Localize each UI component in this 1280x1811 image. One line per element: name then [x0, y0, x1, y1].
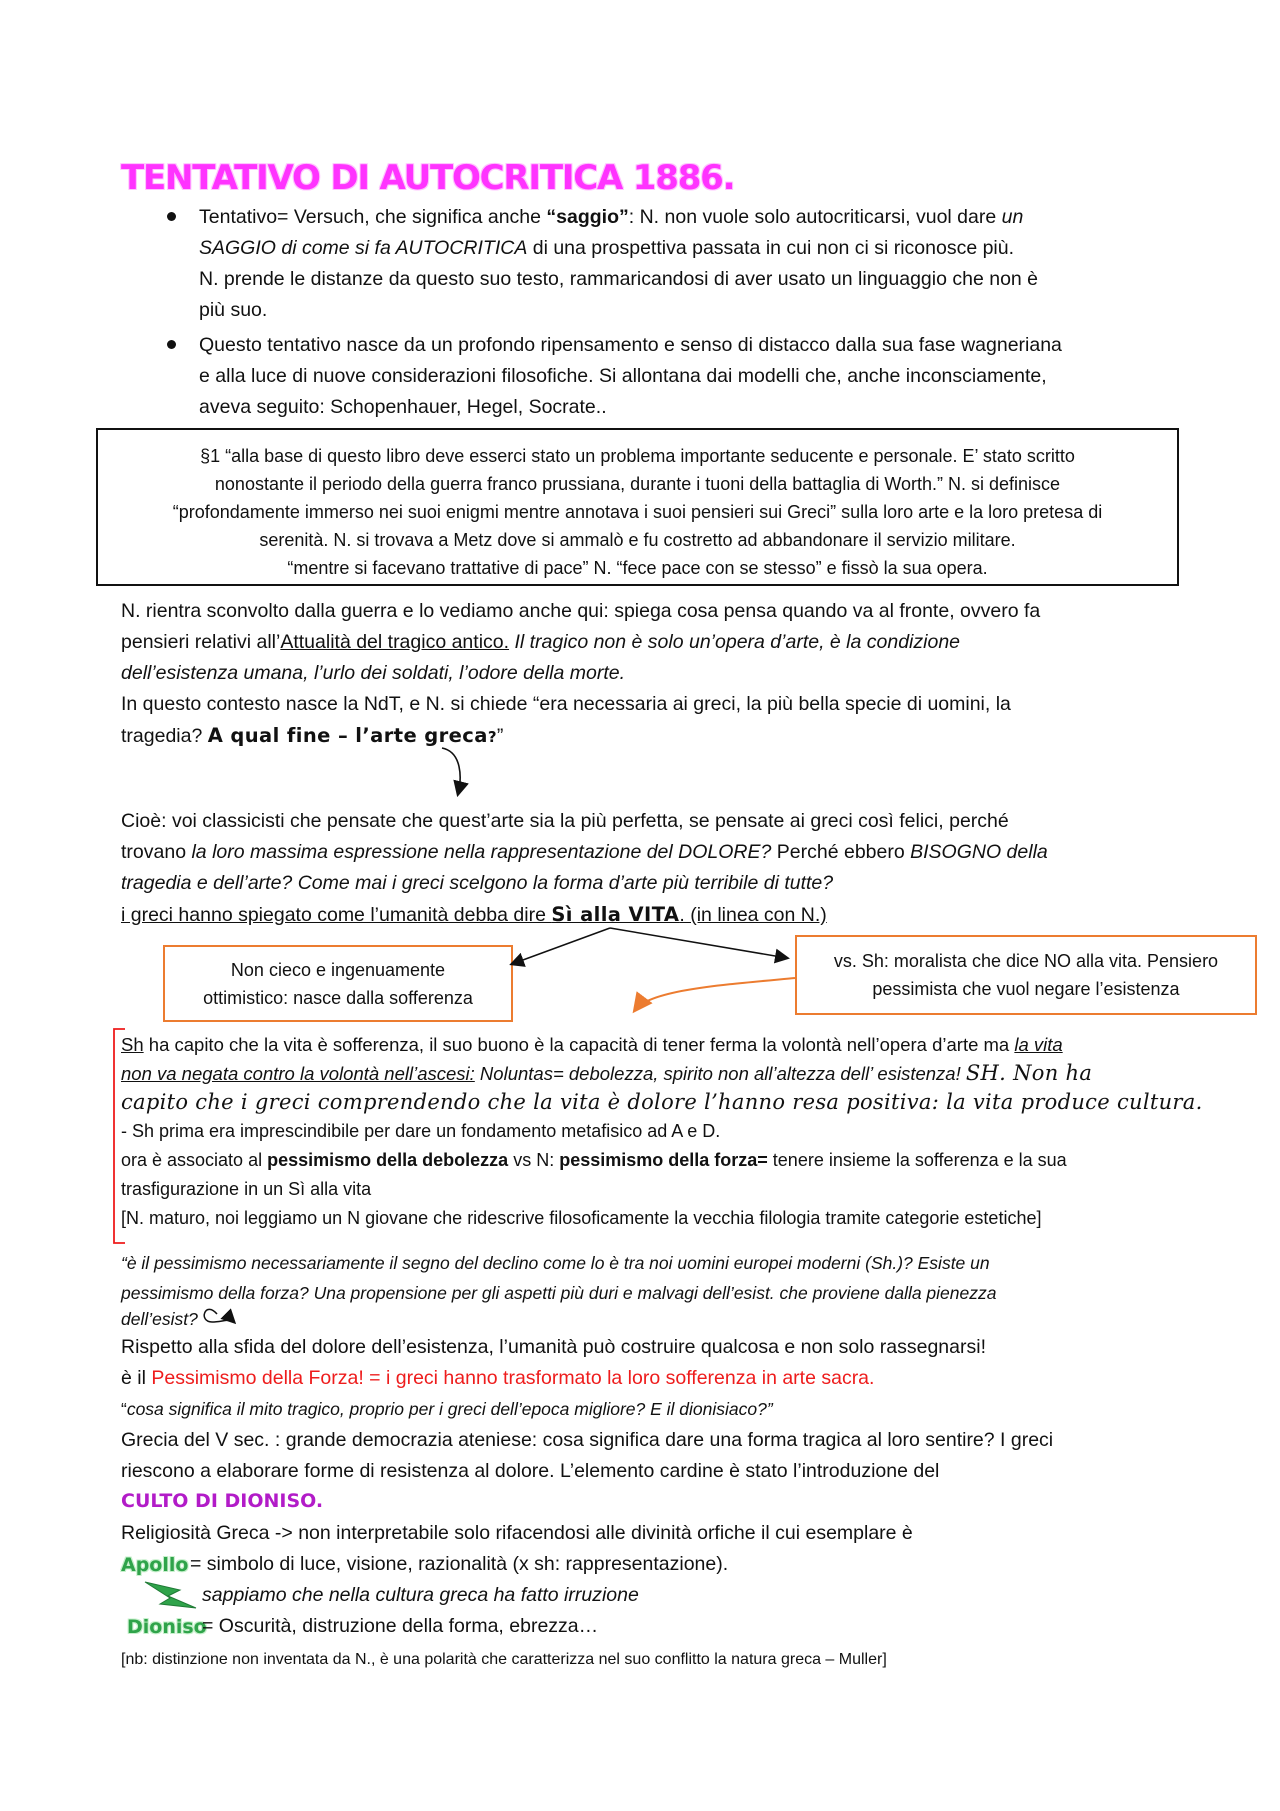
bullet1-line1: Tentativo= Versuch, che significa anche “saggio”: N. non vuole solo autocriticarsi, vuol dare un: [199, 206, 1024, 228]
para3-line5: riescono a elaborare forme di resistenza al dolore. L’elemento cardine è stato l’introduzione del: [121, 1460, 940, 1482]
quote2-line3: dell’esist?: [121, 1309, 198, 1329]
bullet2-line1: Questo tentativo nasce da un profondo ripensamento e senso di distacco dalla sua fase wagneriana: [199, 334, 1062, 356]
sh-line4: - Sh prima era imprescindibile per dare un fondamento metafisico ad A e D.: [121, 1121, 721, 1141]
para2-line3: tragedia e dell’arte? Come mai i greci scelgono la forma d’arte più terribile di tutte?: [121, 872, 834, 894]
note-box-line: vs. Sh: moralista che dice NO alla vita. Pensiero: [833, 951, 1219, 971]
para2-line4: i greci hanno spiegato come l’umanità debba dire Sì alla VITA. (in linea con N.): [121, 903, 827, 926]
arrow-icon: [512, 928, 610, 964]
para1-line4: In questo contesto nasce la NdT, e N. si chiede “era necessaria ai greci, la più bella specie di uomini, la: [121, 693, 1011, 715]
para3-line10: = Oscurità, distruzione della forma, ebrezza…: [202, 1615, 599, 1637]
para3-line3: “cosa significa il mito tragico, proprio per i greci dell’epoca migliore? E il dionisiaco?”: [121, 1399, 773, 1419]
sh-line6: trasfigurazione in un Sì alla vita: [121, 1179, 372, 1199]
para3-line4: Grecia del V sec. : grande democrazia ateniese: cosa significa dare una forma tragica al loro sentire? I greci: [121, 1429, 1054, 1451]
para3-line2: è il Pessimismo della Forza! = i greci hanno trasformato la loro sofferenza in arte sacra.: [121, 1367, 875, 1389]
dioniso-label: Dioniso: [127, 1616, 207, 1638]
curved-arrow-icon: [635, 978, 795, 1010]
bullet1-line3: N. prende le distanze da questo suo testo, rammaricandosi di aver usato un linguaggio che non è: [199, 268, 1039, 290]
note-box-line: Non cieco e ingenuamente: [230, 959, 446, 980]
bullet1-line2: SAGGIO di come si fa AUTOCRITICA di una prospettiva passata in cui non ci si riconosce più.: [199, 237, 1015, 259]
note-box-line: ottimistico: nasce dalla sofferenza: [203, 987, 473, 1008]
sh-line3: capito che i greci comprendendo che la vita è dolore l’hanno resa positiva: la vita produce cultura.: [121, 1090, 1203, 1114]
para1-line2: pensieri relativi all’Attualità del tragico antico. Il tragico non è solo un’opera d’arte, è la condizione: [121, 631, 961, 653]
bullet1-line4: più suo.: [199, 299, 268, 321]
bullet2-line3: aveva seguito: Schopenhauer, Hegel, Socrate..: [199, 396, 607, 418]
arrow-icon: [610, 928, 787, 958]
apollo-label: Apollo: [121, 1554, 189, 1576]
sh-line5: ora è associato al pessimismo della debolezza vs N: pessimismo della forza= tenere insieme la sofferenza e la sua: [121, 1150, 1067, 1170]
para1-line1: N. rientra sconvolto dalla guerra e lo vediamo anche qui: spiega cosa pensa quando va al fronte, ovvero fa: [121, 600, 1041, 622]
quote2-line1: “è il pessimismo necessariamente il segno del declino come lo è tra noi uomini europei moderni (Sh.)? Esiste un: [121, 1253, 990, 1273]
para3-line9: sappiamo che nella cultura greca ha fatto irruzione: [202, 1584, 639, 1606]
quote-box-line: “mentre si facevano trattative di pace” N. “fece pace con se stesso” e fissò la sua opera.: [287, 558, 988, 578]
sh-line2: non va negata contro la volontà nell’ascesi: Noluntas= debolezza, spirito non all’altezza dell’ esistenza! SH. Non ha: [121, 1061, 1093, 1085]
para1-line3: dell’esistenza umana, l’urlo dei soldati, l’odore della morte.: [121, 662, 626, 684]
note-box-line: pessimista che vuol negare l’esistenza: [872, 979, 1180, 999]
curved-arrow-icon: [204, 1309, 234, 1322]
curved-arrow-icon: [442, 748, 460, 794]
quote-box-line: “profondamente immerso nei suoi enigmi mentre annotava i suoi pensieri sui Greci” sulla loro arte e la loro pretesa di: [172, 502, 1103, 522]
quote-box-line: §1 “alla base di questo libro deve esserci stato un problema importante seducente e personale. E’ stato scritto: [200, 446, 1075, 466]
para2-line1: Cioè: voi classicisti che pensate che quest’arte sia la più perfetta, se pensate ai greci così felici, perché: [121, 810, 1009, 832]
quote-box-line: nonostante il periodo della guerra franco prussiana, durante i tuoni della battaglia di Worth.” N. si definisce: [214, 474, 1061, 494]
page-title: TENTATIVO DI AUTOCRITICA 1886.: [121, 158, 735, 198]
bullet2-line2: e alla luce di nuove considerazioni filosofiche. Si allontana dai modelli che, anche inconsciamente,: [199, 365, 1047, 387]
para3-line7: Religiosità Greca -> non interpretabile solo rifacendosi alle divinità orfiche il cui esemplare è: [121, 1522, 913, 1544]
sh-line7: [N. maturo, noi leggiamo un N giovane che ridescrive filosoficamente la vecchia filologia tramite categorie estetiche]: [121, 1208, 1042, 1228]
quote-box-line: serenità. N. si trovava a Metz dove si ammalò e fu costretto ad abbandonare il servizio militare.: [259, 530, 1016, 550]
para1-line5: tragedia? A qual fine – l’arte greca?”: [121, 724, 504, 747]
para3-line1: Rispetto alla sfida del dolore dell’esistenza, l’umanità può costruire qualcosa e non solo rassegnarsi!: [121, 1336, 986, 1358]
culto-dioniso-heading: CULTO DI DIONISO.: [121, 1490, 324, 1512]
quote2-line2: pessimismo della forza? Una propensione per gli aspetti più duri e malvagi dell’esist. che proviene dalla pienezza: [121, 1283, 997, 1303]
para3-line8: = simbolo di luce, visione, razionalità (x sh: rappresentazione).: [190, 1553, 729, 1575]
para3-footnote: [nb: distinzione non inventata da N., è una polarità che caratterizza nel suo conflitto la natura greca – Muller]: [121, 1651, 887, 1668]
lightning-bolt-icon: [145, 1582, 196, 1608]
para2-line2: trovano la loro massima espressione nella rappresentazione del DOLORE? Perché ebbero BISOGNO della: [121, 841, 1048, 863]
red-bracket: [114, 1029, 125, 1243]
sh-line1: Sh ha capito che la vita è sofferenza, il suo buono è la capacità di tener ferma la volontà nell’opera d’arte ma la vita: [121, 1034, 1063, 1055]
